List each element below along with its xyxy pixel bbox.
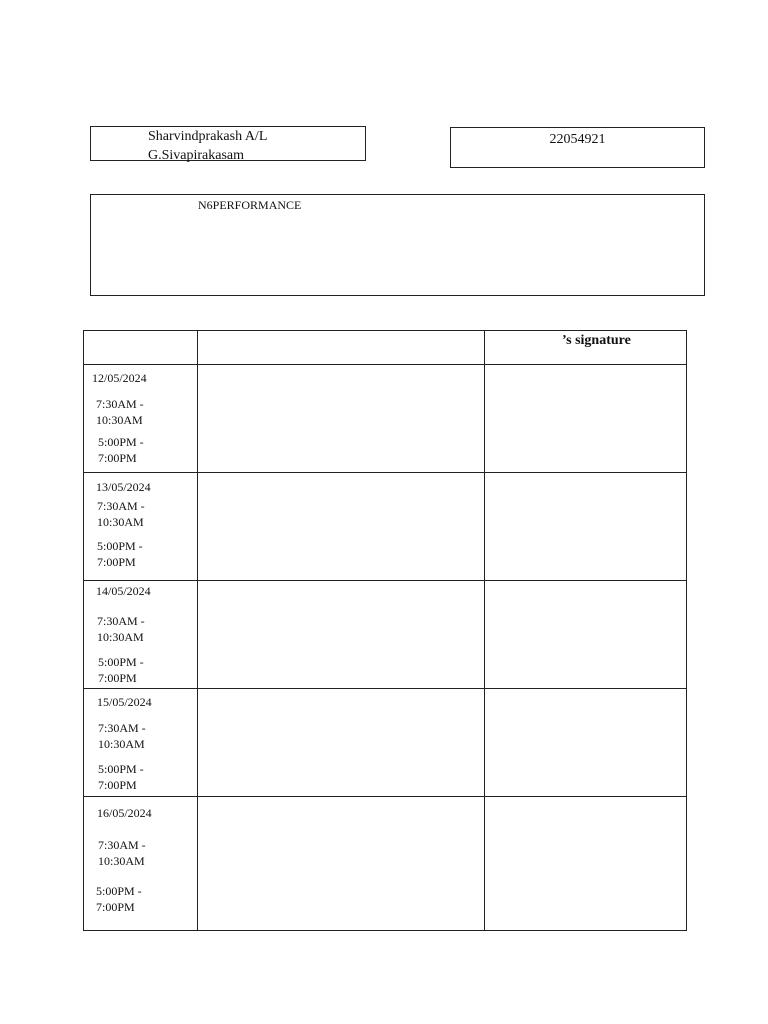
row-date: 14/05/2024 — [96, 584, 151, 598]
date-cell — [84, 473, 198, 581]
morning-start: 7:30AM - — [98, 838, 146, 852]
morning-start: 7:30AM - — [97, 499, 145, 513]
activity-cell[interactable] — [198, 689, 485, 797]
evening-session — [96, 883, 142, 915]
table-header-row — [84, 331, 687, 365]
table-row — [84, 797, 687, 931]
evening-end: 7:00PM — [98, 778, 137, 792]
row-date: 16/05/2024 — [97, 806, 152, 820]
morning-end: 10:30AM — [97, 630, 144, 644]
student-name-line-1: Sharvindprakash A/L — [148, 129, 268, 144]
student-name-line-2: G.Sivapirakasam — [148, 148, 245, 163]
evening-session — [98, 434, 144, 466]
morning-session — [97, 498, 145, 530]
signature-cell[interactable] — [485, 689, 687, 797]
evening-start: 5:00PM - — [98, 655, 144, 669]
evening-start: 5:00PM - — [98, 435, 144, 449]
student-name-box — [90, 126, 366, 161]
date-cell — [84, 581, 198, 689]
evening-session — [98, 761, 144, 793]
subject-title: N6PERFORMANCE — [198, 198, 302, 212]
signature-cell[interactable] — [485, 365, 687, 473]
row-date: 13/05/2024 — [96, 480, 151, 494]
table-row — [84, 365, 687, 473]
morning-start: 7:30AM - — [98, 721, 146, 735]
date-cell — [84, 797, 198, 931]
activity-cell[interactable] — [198, 797, 485, 931]
student-id-box — [450, 127, 705, 168]
morning-end: 10:30AM — [98, 737, 145, 751]
column-header-date — [84, 331, 198, 365]
column-header-signature — [485, 331, 687, 365]
evening-start: 5:00PM - — [97, 539, 143, 553]
morning-session — [96, 396, 144, 428]
morning-session — [98, 837, 146, 869]
morning-session — [98, 720, 146, 752]
date-cell — [84, 689, 198, 797]
student-name — [148, 127, 267, 165]
attendance-log-table — [83, 330, 687, 931]
activity-cell[interactable] — [198, 365, 485, 473]
morning-session — [97, 613, 145, 645]
evening-start: 5:00PM - — [96, 884, 142, 898]
signature-cell[interactable] — [485, 473, 687, 581]
morning-start: 7:30AM - — [96, 397, 144, 411]
row-date: 12/05/2024 — [92, 371, 147, 385]
activity-cell[interactable] — [198, 473, 485, 581]
signature-cell[interactable] — [485, 581, 687, 689]
evening-start: 5:00PM - — [98, 762, 144, 776]
morning-end: 10:30AM — [98, 854, 145, 868]
table-row — [84, 581, 687, 689]
table-row — [84, 473, 687, 581]
morning-start: 7:30AM - — [97, 614, 145, 628]
evening-end: 7:00PM — [98, 671, 137, 685]
signature-cell[interactable] — [485, 797, 687, 931]
subject-box — [90, 194, 705, 296]
date-cell — [84, 365, 198, 473]
evening-end: 7:00PM — [98, 451, 137, 465]
evening-session — [97, 538, 143, 570]
column-header-activity — [198, 331, 485, 365]
signature-header-label: ’s signature — [562, 333, 631, 348]
morning-end: 10:30AM — [96, 413, 143, 427]
morning-end: 10:30AM — [97, 515, 144, 529]
table-row — [84, 689, 687, 797]
evening-end: 7:00PM — [96, 900, 135, 914]
evening-session — [98, 654, 144, 686]
row-date: 15/05/2024 — [97, 695, 152, 709]
activity-cell[interactable] — [198, 581, 485, 689]
evening-end: 7:00PM — [97, 555, 136, 569]
student-id: 22054921 — [549, 132, 606, 147]
